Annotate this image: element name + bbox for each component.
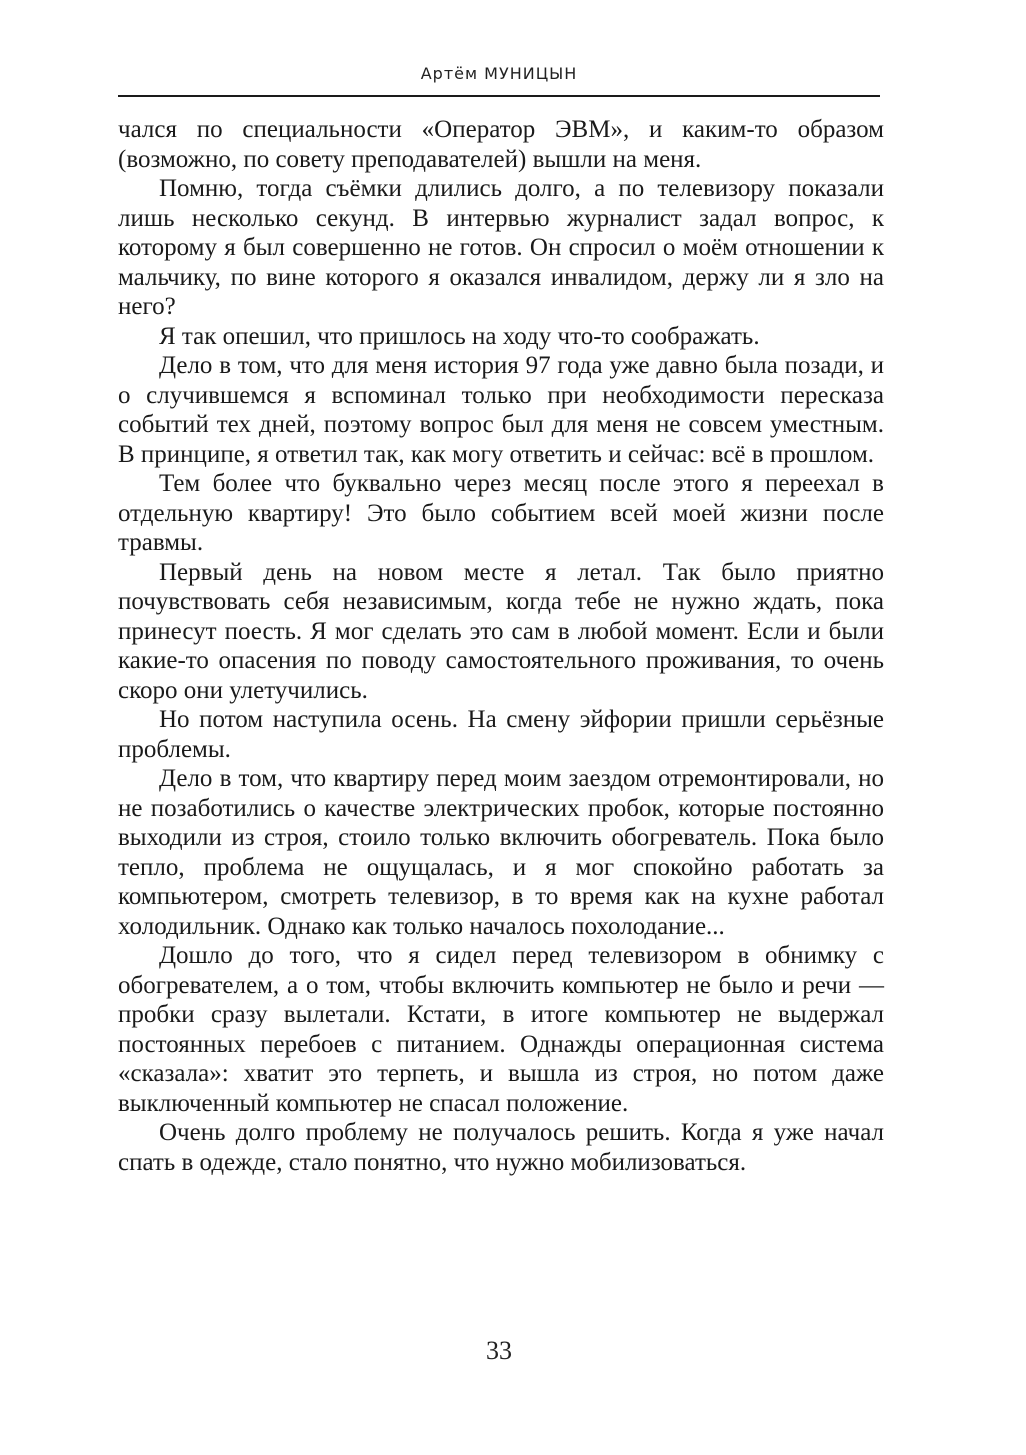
paragraph: Очень долго проблему не получалось решить. Когда я уже начал спать в одежде, стало понятно, что нужно мобилизоваться.: [118, 1119, 884, 1176]
page-number: 33: [486, 1336, 512, 1365]
paragraph: Я так опешил, что пришлось на ходу что-то соображать.: [159, 322, 760, 350]
paragraph: Помню, тогда съёмки длились долго, а по телевизору показали лишь несколько секунд. В интервью журналист задал вопрос, к которому я был совершенно не готов. Он спросил о моём отношении к мальчику, по вине которого я оказался инвалидом, держу ли я зло на него?: [118, 175, 884, 320]
header-rule: [118, 95, 880, 97]
paragraph: Но потом наступила осень. На смену эйфории пришли серьёзные проблемы.: [118, 706, 884, 763]
paragraph: Дело в том, что квартиру перед моим заездом отремонтировали, но не позаботились о качестве электрических пробок, которые постоянно выходили из строя, стоило только включить обогреватель. Пока было тепло, проблема не ощущалась, и я мог спокойно работать за компьютером, смотреть телевизор, в то время как на кухне работал холодильник. Однако как только началось похолодание...: [118, 765, 884, 940]
paragraph: Первый день на новом месте я летал. Так было приятно почувствовать себя независимым, когда тебе не нужно ждать, пока принесут поесть. Я мог сделать это сам в любой момент. Если и были какие-то опасения по поводу самостоятельного проживания, то очень скоро они улетучились.: [118, 558, 884, 704]
running-head: Артём МУНИЦЫН: [420, 64, 578, 83]
paragraph: Дошло до того, что я сидел перед телевизором в обнимку с обогревателем, а о том, чтобы включить компьютер не было и речи — пробки сразу вылетали. Кстати, в итоге компьютер не выдержал постоянных перебоев с питанием. Однажды операционная система «сказала»: хватит это терпеть, и вышла из строя, но потом даже выключенный компьютер не спасал положение.: [118, 942, 884, 1117]
paragraph: Дело в том, что для меня история 97 года уже давно была позади, и о случившемся я вспоминал только при необходимости пересказа событий тех дней, поэтому вопрос был для меня не совсем уместным. В принципе, я ответил так, как могу ответить и сейчас: всё в прошлом.: [118, 352, 884, 468]
paragraph: чался по специальности «Оператор ЭВМ», и каким-то образом (возможно, по совету преподавателей) вышли на меня.: [118, 116, 884, 173]
paragraph: Тем более что буквально через месяц после этого я переехал в отдельную квартиру! Это было событием всей моей жизни после травмы.: [118, 470, 884, 556]
page-body: [118, 115, 884, 1177]
